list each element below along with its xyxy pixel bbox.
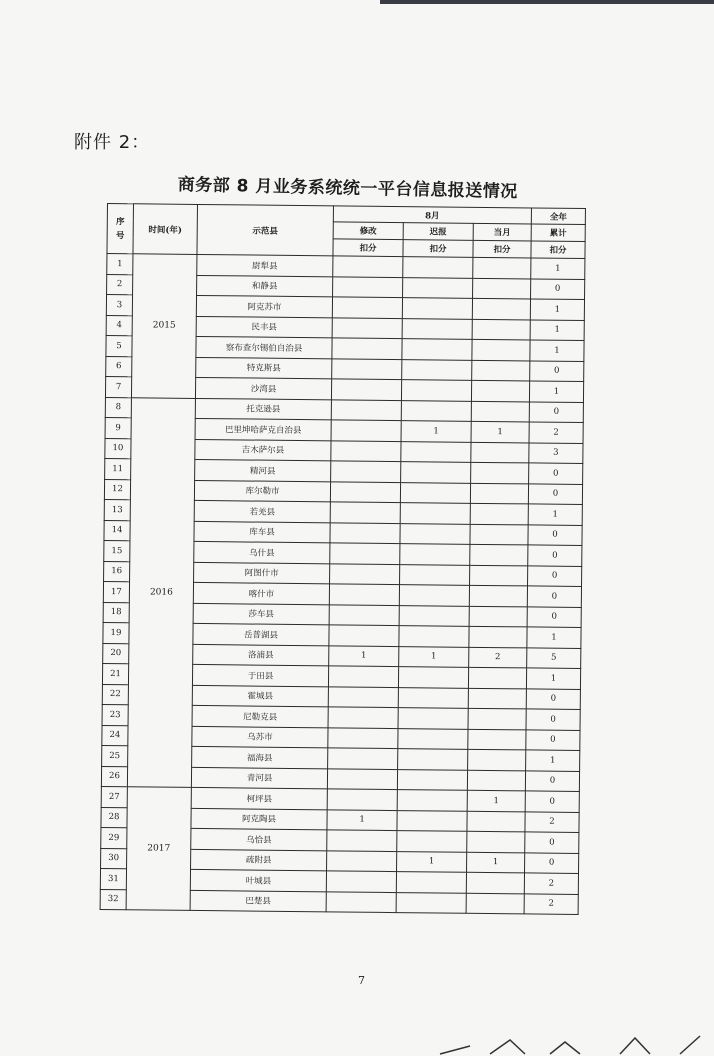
late-deduct	[398, 687, 468, 708]
edit-deduct	[330, 502, 400, 523]
edit-deduct	[333, 276, 403, 297]
annual-total: 0	[525, 832, 579, 853]
current-deduct	[469, 585, 527, 606]
row-number: 10	[105, 438, 131, 459]
edit-deduct	[331, 379, 401, 400]
current-deduct	[471, 442, 529, 463]
current-deduct	[472, 298, 530, 319]
annual-total: 1	[528, 504, 582, 525]
header-annual-deduct: 扣分	[531, 241, 585, 259]
row-number: 18	[103, 602, 129, 623]
annual-total: 0	[528, 545, 582, 566]
late-deduct	[400, 482, 470, 503]
current-deduct: 1	[467, 852, 525, 873]
late-deduct	[398, 708, 468, 729]
row-number: 20	[103, 643, 129, 664]
row-number: 25	[102, 745, 128, 766]
edit-deduct	[330, 522, 400, 543]
annual-total: 1	[527, 627, 581, 648]
county-name: 精河县	[195, 459, 331, 481]
late-deduct	[403, 277, 473, 298]
late-deduct	[402, 318, 472, 339]
row-number: 23	[102, 704, 128, 725]
header-county: 示范县	[197, 204, 334, 255]
row-number: 31	[100, 868, 126, 889]
row-number: 14	[104, 520, 130, 541]
edit-deduct	[332, 358, 402, 379]
header-late: 迟报	[403, 223, 473, 241]
county-name: 特克斯县	[196, 357, 332, 379]
background-scribble	[430, 1020, 714, 1056]
current-deduct	[468, 667, 526, 688]
annual-total: 0	[527, 586, 581, 607]
county-name: 阿图什市	[194, 562, 330, 584]
current-deduct	[470, 503, 528, 524]
header-annual: 全年	[531, 208, 585, 225]
edit-deduct	[327, 768, 397, 789]
county-name: 洛浦县	[193, 644, 329, 666]
late-deduct	[399, 626, 469, 647]
county-name: 福海县	[192, 746, 328, 768]
county-name: 喀什市	[193, 582, 329, 604]
year-cell: 2015	[131, 254, 196, 398]
current-deduct	[472, 339, 530, 360]
county-name: 托克逊县	[195, 398, 331, 420]
current-deduct	[469, 606, 527, 627]
county-name: 巴里坤哈萨克自治县	[195, 418, 331, 440]
edit-deduct: 1	[329, 645, 399, 666]
county-name: 巴楚县	[190, 890, 326, 912]
annual-total: 0	[528, 565, 582, 586]
county-name: 柯坪县	[191, 787, 327, 809]
row-number: 6	[106, 356, 132, 377]
late-deduct	[400, 503, 470, 524]
row-number: 29	[101, 827, 127, 848]
current-deduct	[466, 893, 524, 914]
annual-total: 5	[527, 647, 581, 668]
current-deduct	[471, 401, 529, 422]
edit-deduct	[329, 604, 399, 625]
late-deduct	[398, 728, 468, 749]
county-name: 吉木萨尔县	[195, 439, 331, 461]
row-number: 5	[106, 335, 132, 356]
annual-total: 2	[525, 811, 579, 832]
late-deduct	[402, 339, 472, 360]
late-deduct	[401, 400, 471, 421]
table-row	[107, 254, 585, 280]
row-number: 19	[103, 622, 129, 643]
current-deduct	[468, 729, 526, 750]
row-number: 9	[105, 417, 131, 438]
annex-label: 附件 2：	[74, 132, 151, 153]
current-deduct	[468, 688, 526, 709]
county-name: 和静县	[197, 275, 333, 297]
annual-total: 1	[530, 299, 584, 320]
late-deduct: 1	[401, 421, 471, 442]
county-name: 若羌县	[194, 500, 330, 522]
edit-deduct	[328, 686, 398, 707]
late-deduct	[401, 441, 471, 462]
row-number: 24	[102, 725, 128, 746]
annual-total: 0	[526, 729, 580, 750]
annual-total: 0	[526, 688, 580, 709]
edit-deduct	[327, 789, 397, 810]
late-deduct	[397, 810, 467, 831]
late-deduct	[400, 523, 470, 544]
current-deduct	[467, 831, 525, 852]
county-name: 岳普湖县	[193, 623, 329, 645]
current-deduct	[470, 524, 528, 545]
row-number: 15	[104, 540, 130, 561]
late-deduct	[400, 564, 470, 585]
late-deduct	[403, 257, 473, 278]
edit-deduct	[329, 625, 399, 646]
edit-deduct	[327, 830, 397, 851]
row-number: 16	[104, 561, 130, 582]
county-name: 尉犁县	[197, 254, 333, 276]
annual-total: 0	[530, 360, 584, 381]
edit-deduct	[326, 891, 396, 912]
current-deduct	[469, 626, 527, 647]
edit-deduct	[331, 461, 401, 482]
table-row	[101, 786, 579, 812]
annual-total: 0	[525, 791, 579, 812]
annual-total: 2	[529, 422, 583, 443]
county-name: 青河县	[191, 767, 327, 789]
annual-total: 1	[529, 381, 583, 402]
header-year: 时间(年)	[133, 204, 198, 255]
county-name: 库尔勒市	[194, 480, 330, 502]
edit-deduct	[332, 338, 402, 359]
annual-total: 0	[529, 463, 583, 484]
annual-total: 0	[528, 524, 582, 545]
report-table-wrapper	[100, 203, 586, 915]
header-month: 8月	[333, 206, 531, 224]
edit-deduct	[332, 297, 402, 318]
page-edge	[380, 0, 714, 4]
current-deduct	[467, 770, 525, 791]
row-number: 11	[105, 458, 131, 479]
row-number: 1	[107, 254, 133, 275]
edit-deduct	[328, 727, 398, 748]
annual-total: 3	[529, 442, 583, 463]
county-name: 疏附县	[191, 849, 327, 871]
edit-deduct	[326, 871, 396, 892]
row-number: 17	[103, 581, 129, 602]
report-table	[100, 203, 586, 915]
county-name: 乌苏市	[192, 726, 328, 748]
late-deduct	[402, 359, 472, 380]
annual-total: 0	[529, 401, 583, 422]
current-deduct	[472, 360, 530, 381]
edit-deduct	[329, 584, 399, 605]
annual-total: 2	[524, 893, 578, 914]
late-deduct	[399, 585, 469, 606]
current-deduct	[471, 380, 529, 401]
row-number: 21	[102, 663, 128, 684]
year-cell: 2017	[126, 787, 191, 911]
row-number: 12	[104, 479, 130, 500]
edit-deduct	[332, 317, 402, 338]
late-deduct	[396, 872, 466, 893]
late-deduct: 1	[397, 851, 467, 872]
annual-total: 1	[526, 668, 580, 689]
late-deduct	[401, 462, 471, 483]
late-deduct	[396, 892, 466, 913]
county-name: 库车县	[194, 521, 330, 543]
row-number: 22	[102, 684, 128, 705]
row-number: 8	[105, 397, 131, 418]
county-name: 阿克陶县	[191, 808, 327, 830]
late-deduct	[402, 298, 472, 319]
current-deduct: 1	[467, 790, 525, 811]
edit-deduct	[328, 748, 398, 769]
row-number: 7	[105, 376, 131, 397]
edit-deduct	[328, 707, 398, 728]
row-number: 3	[106, 295, 132, 316]
current-deduct	[468, 708, 526, 729]
header-current: 当月	[473, 223, 531, 241]
county-name: 民丰县	[196, 316, 332, 338]
edit-deduct	[328, 666, 398, 687]
annual-total: 0	[525, 852, 579, 873]
edit-deduct	[331, 440, 401, 461]
late-deduct	[397, 831, 467, 852]
edit-deduct	[330, 481, 400, 502]
header-edit-deduct: 扣分	[333, 239, 403, 257]
header-current-deduct: 扣分	[473, 240, 531, 258]
annual-total: 0	[528, 483, 582, 504]
current-deduct	[470, 483, 528, 504]
edit-deduct	[333, 256, 403, 277]
current-deduct	[473, 278, 531, 299]
row-number: 2	[107, 274, 133, 295]
county-name: 阿克苏市	[196, 295, 332, 317]
county-name: 莎车县	[193, 603, 329, 625]
current-deduct: 1	[471, 421, 529, 442]
annual-total: 1	[530, 340, 584, 361]
row-number: 26	[101, 766, 127, 787]
table-body	[100, 254, 585, 915]
annual-total: 0	[526, 709, 580, 730]
current-deduct	[467, 811, 525, 832]
row-number: 28	[101, 807, 127, 828]
county-name: 霍城县	[192, 685, 328, 707]
late-deduct	[399, 605, 469, 626]
edit-deduct	[330, 563, 400, 584]
row-number: 13	[104, 499, 130, 520]
current-deduct	[470, 544, 528, 565]
late-deduct	[397, 790, 467, 811]
annual-total: 1	[530, 319, 584, 340]
year-cell: 2016	[127, 397, 195, 787]
header-edit: 修改	[333, 222, 403, 240]
document-title: 商务部 8 月业务系统统一平台信息报送情况	[177, 174, 518, 203]
county-name: 尼勒克县	[192, 705, 328, 727]
late-deduct: 1	[399, 646, 469, 667]
annual-total: 0	[527, 606, 581, 627]
annual-total: 0	[525, 770, 579, 791]
late-deduct	[398, 667, 468, 688]
current-deduct	[468, 749, 526, 770]
current-deduct	[470, 565, 528, 586]
late-deduct	[397, 769, 467, 790]
county-name: 叶城县	[190, 869, 326, 891]
header-cumulative: 累计	[531, 224, 585, 242]
edit-deduct	[331, 420, 401, 441]
row-number: 4	[106, 315, 132, 336]
edit-deduct	[330, 543, 400, 564]
current-deduct	[466, 872, 524, 893]
county-name: 乌什县	[194, 541, 330, 563]
annual-total: 0	[531, 278, 585, 299]
county-name: 乌恰县	[191, 828, 327, 850]
edit-deduct	[327, 850, 397, 871]
current-deduct	[472, 319, 530, 340]
header-late-deduct: 扣分	[403, 240, 473, 258]
table-row	[105, 397, 583, 423]
edit-deduct	[331, 399, 401, 420]
row-number: 32	[100, 889, 126, 910]
row-number: 30	[101, 848, 127, 869]
header-seq: 序号	[107, 204, 134, 254]
late-deduct	[401, 380, 471, 401]
current-deduct: 2	[469, 647, 527, 668]
late-deduct	[398, 749, 468, 770]
page-number: 7	[358, 974, 365, 987]
county-name: 沙湾县	[195, 377, 331, 399]
annual-total: 2	[524, 873, 578, 894]
late-deduct	[400, 544, 470, 565]
county-name: 于田县	[192, 664, 328, 686]
annual-total: 1	[531, 258, 585, 279]
annual-total: 1	[526, 750, 580, 771]
county-name: 察布查尔锡伯自治县	[196, 336, 332, 358]
row-number: 27	[101, 786, 127, 807]
current-deduct	[473, 257, 531, 278]
edit-deduct: 1	[327, 809, 397, 830]
current-deduct	[471, 462, 529, 483]
